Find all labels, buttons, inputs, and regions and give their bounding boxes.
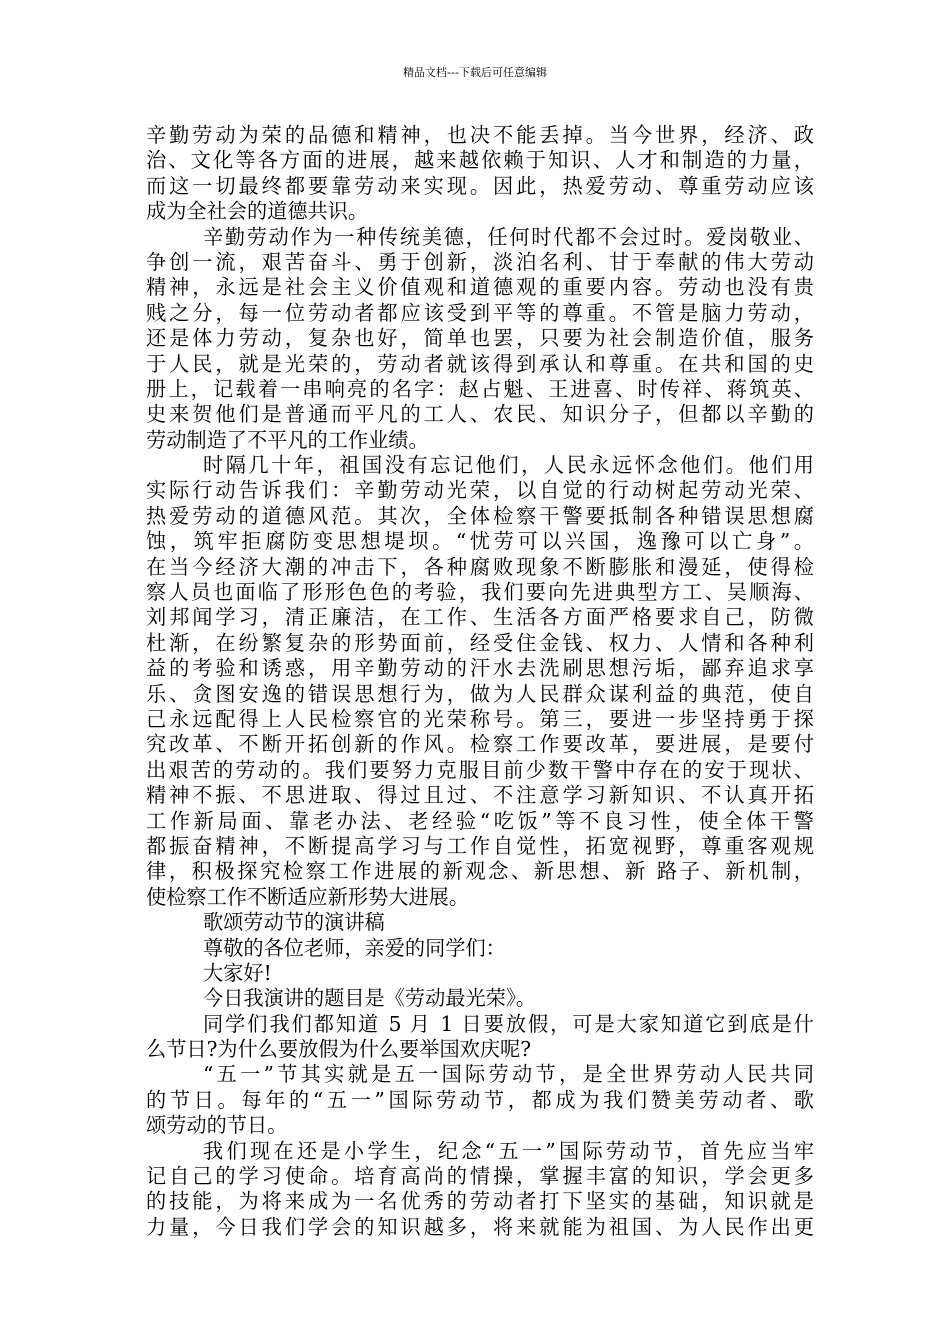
text-line: 贱之分，每一位劳动者都应该受到平等的尊重。不管是脑力劳动， [146,300,814,325]
text-line: 都振奋精神，不断提高学习与工作自觉性，拓宽视野，尊重客观规 [146,833,814,858]
text-line: 记自己的学习使命。培育高尚的情操，掌握丰富的知识，学会更多 [146,1164,814,1189]
text-line: 成为全社会的道德共识。 [146,199,369,224]
text-line: 于人民，就是光荣的，劳动者就该得到承认和尊重。在共和国的史 [146,351,814,376]
text-line: 大家好! [203,960,272,985]
text-line: 在当今经济大潮的冲击下，各种腐败现象不断膨胀和漫延，使得检 [146,554,814,579]
text-line: 律，积极探究检察工作进展的新观念、新思想、新 路子、新机制， [146,859,814,884]
document-body [146,123,814,1240]
text-line: 劳动制造了不平凡的工作业绩。 [146,427,429,452]
text-line: 精神不振、不思进取、得过且过、不注意学习新知识、不认真开拓 [146,783,814,808]
text-line: 尊敬的各位老师，亲爱的同学们： [203,935,506,960]
text-line: 究改革、不断开拓创新的作风。检察工作要改革，要进展，是要付 [146,732,814,757]
text-line: 辛勤劳动为荣的品德和精神，也决不能丢掉。当今世界，经济、政 [146,123,814,147]
text-line: 么节日?为什么要放假为什么要举国欢庆呢? [146,1037,532,1062]
text-line: 杜渐，在纷繁复杂的形势面前，经受住金钱、权力、人情和各种利 [146,630,814,655]
text-line: 乐、贪图安逸的错误思想行为，做为人民群众谋利益的典范，使自 [146,681,814,706]
text-line: 我们现在还是小学生，纪念“五一”国际劳动节，首先应当牢 [203,1138,814,1163]
text-line: 热爱劳动的道德风范。其次，全体检察干警要抵制各种错误思想腐 [146,503,814,528]
text-line: “五一”节其实就是五一国际劳动节，是全世界劳动人民共同 [203,1062,814,1087]
text-line: 争创一流，艰苦奋斗、勇于创新，淡泊名利、甘于奉献的伟大劳动 [146,249,814,274]
text-line: 的节日。每年的“五一”国际劳动节，都成为我们赞美劳动者、歌 [146,1087,814,1112]
text-line: 史来贺他们是普通而平凡的工人、农民、知识分子，但都以辛勤的 [146,402,814,427]
text-line: 工作新局面、靠老办法、老经验“吃饭”等不良习性，使全体干警 [146,808,814,833]
page-header: 精品文档---下载后可任意编辑 [403,66,547,79]
text-line: 刘邦闻学习，清正廉洁，在工作、生活各方面严格要求自己，防微 [146,605,814,630]
text-line: 今日我演讲的题目是《劳动最光荣》。 [203,986,537,1011]
text-line: 而这一切最终都要靠劳动来实现。因此，热爱劳动、尊重劳动应该 [146,173,814,198]
text-line: 益的考验和诱惑，用辛勤劳动的汗水去洗刷思想污垢，鄙弃追求享 [146,656,814,681]
text-line: 己永远配得上人民检察官的光荣称号。第三，要进一步坚持勇于探 [146,706,814,731]
text-line: 还是体力劳动，复杂也好，简单也罢，只要为社会制造价值，服务 [146,326,814,351]
text-line: 实际行动告诉我们：辛勤劳动光荣，以自觉的行动树起劳动光荣、 [146,478,814,503]
text-line: 治、文化等各方面的进展，越来越依赖于知识、人才和制造的力量， [146,148,814,173]
text-line: 使检察工作不断适应新形势大进展。 [146,884,470,909]
text-line: 蚀，筑牢拒腐防变思想堤坝。“忧劳可以兴国，逸豫可以亡身”。 [146,529,814,554]
text-line: 颂劳动的节日。 [146,1113,288,1138]
text-line: 力量，今日我们学会的知识越多，将来就能为祖国、为人民作出更 [146,1214,814,1239]
text-line: 歌颂劳动节的演讲稿 [203,910,385,935]
text-line: 辛勤劳动作为一种传统美德，任何时代都不会过时。爱岗敬业、 [203,224,814,249]
text-line: 的技能，为将来成为一名优秀的劳动者打下坚实的基础，知识就是 [146,1189,814,1214]
text-line: 同学们我们都知道 5 月 1 日要放假，可是大家知道它到底是什 [203,1011,814,1036]
text-line: 时隔几十年，祖国没有忘记他们，人民永远怀念他们。他们用 [203,453,814,478]
text-line: 出艰苦的劳动的。我们要努力克服目前少数干警中存在的安于现状、 [146,757,814,782]
text-line: 察人员也面临了形形色色的考验，我们要向先进典型方工、吴顺海、 [146,580,814,605]
text-line: 精神，永远是社会主义价值观和道德观的重要内容。劳动也没有贵 [146,275,814,300]
text-line: 册上，记载着一串响亮的名字：赵占魁、王进喜、时传祥、蒋筑英、 [146,376,814,401]
